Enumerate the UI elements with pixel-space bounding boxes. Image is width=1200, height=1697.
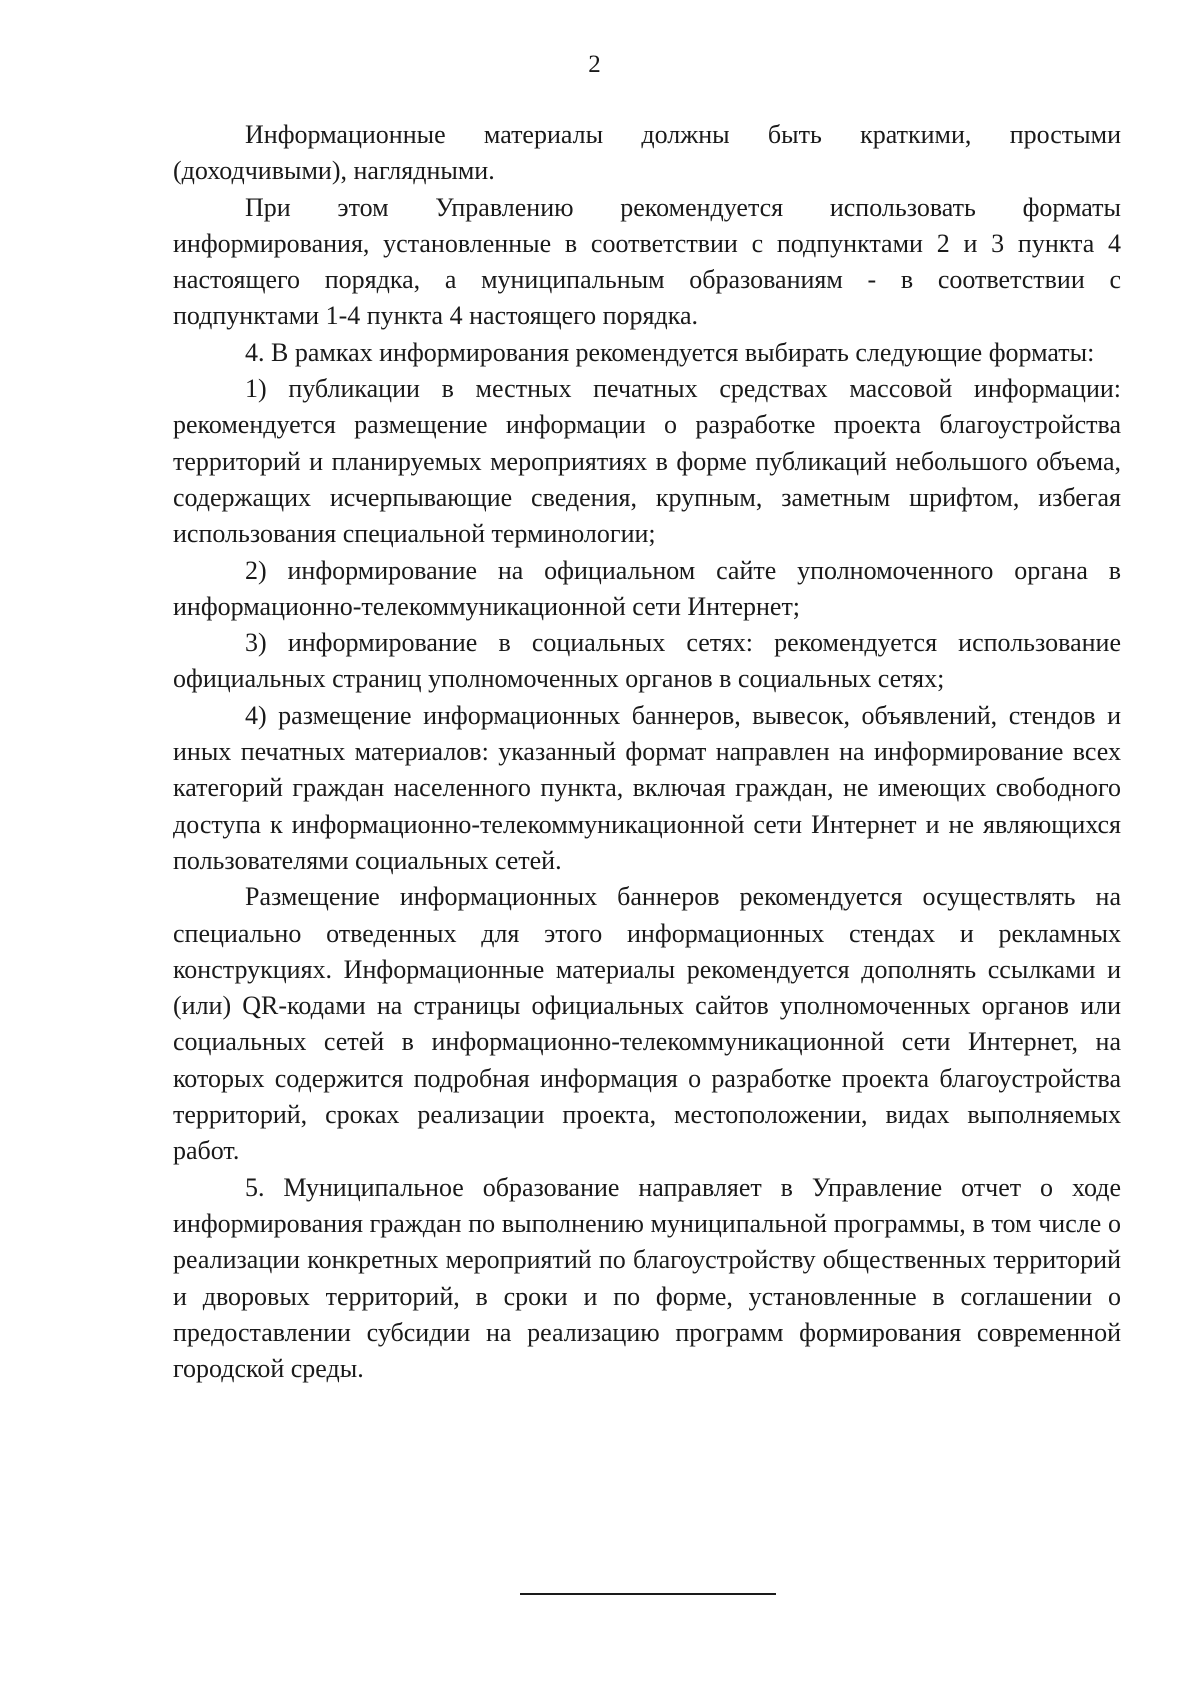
document-body <box>173 117 1121 1387</box>
footer-divider <box>520 1593 776 1595</box>
paragraph-subitem-1: 1) публикации в местных печатных средствах массовой информации: рекомендуется размещение информации о разработке проекта благоустройства территорий и планируемых мероприятиях в форме публикаций небольшого объема, содержащих исчерпывающие сведения, крупным, заметным шрифтом, избегая использования специальной терминологии; <box>173 374 1121 549</box>
paragraph-recommended-formats: При этом Управлению рекомендуется использовать форматы информирования, установленные в соответствии с подпунктами 2 и 3 пункта 4 настоящего порядка, а муниципальным образованиям - в соответствии с подпунктами 1-4 пункта 4 настоящего порядка. <box>173 192 1121 331</box>
paragraph-item-4: 4. В рамках информирования рекомендуется выбирать следующие форматы: <box>245 337 1095 367</box>
paragraph-banners: Размещение информационных баннеров рекомендуется осуществлять на специально отведенных для этого информационных стендах и рекламных конструкциях. Информационные материалы рекомендуется дополнять ссылками и (или) QR-кодами на страницы официальных сайтов уполномоченных органов или социальных сетей в информационно-телекоммуникационной сети Интернет, на которых содержится подробная информация о разработке проекта благоустройства территорий, сроках реализации проекта, местоположении, видах выполняемых работ. <box>173 882 1121 1166</box>
paragraph-subitem-3: 3) информирование в социальных сетях: рекомендуется использование официальных страниц уполномоченных органов в социальных сетях; <box>173 628 1121 694</box>
paragraph-subitem-2: 2) информирование на официальном сайте уполномоченного органа в информационно-телекоммуникационной сети Интернет; <box>173 555 1121 621</box>
paragraph-item-5: 5. Муниципальное образование направляет в Управление отчет о ходе информирования граждан по выполнению муниципальной программы, в том числе о реализации конкретных мероприятий по благоустройству общественных территорий и дворовых территорий, в сроки и по форме, установленные в соглашении о предоставлении субсидии на реализацию программ формирования современной городской среды. <box>173 1172 1121 1384</box>
paragraph-materials-requirements: Информационные материалы должны быть краткими, простыми (доходчивыми), наглядными. <box>173 120 1121 186</box>
page-number: 2 <box>588 51 601 78</box>
paragraph-subitem-4: 4) размещение информационных баннеров, вывесок, объявлений, стендов и иных печатных материалов: указанный формат направлен на информирование всех категорий граждан населенного пункта, включая граждан, не имеющих свободного доступа к информационно-телекоммуникационной сети Интернет и не являющихся пользователями социальных сетей. <box>173 700 1121 875</box>
